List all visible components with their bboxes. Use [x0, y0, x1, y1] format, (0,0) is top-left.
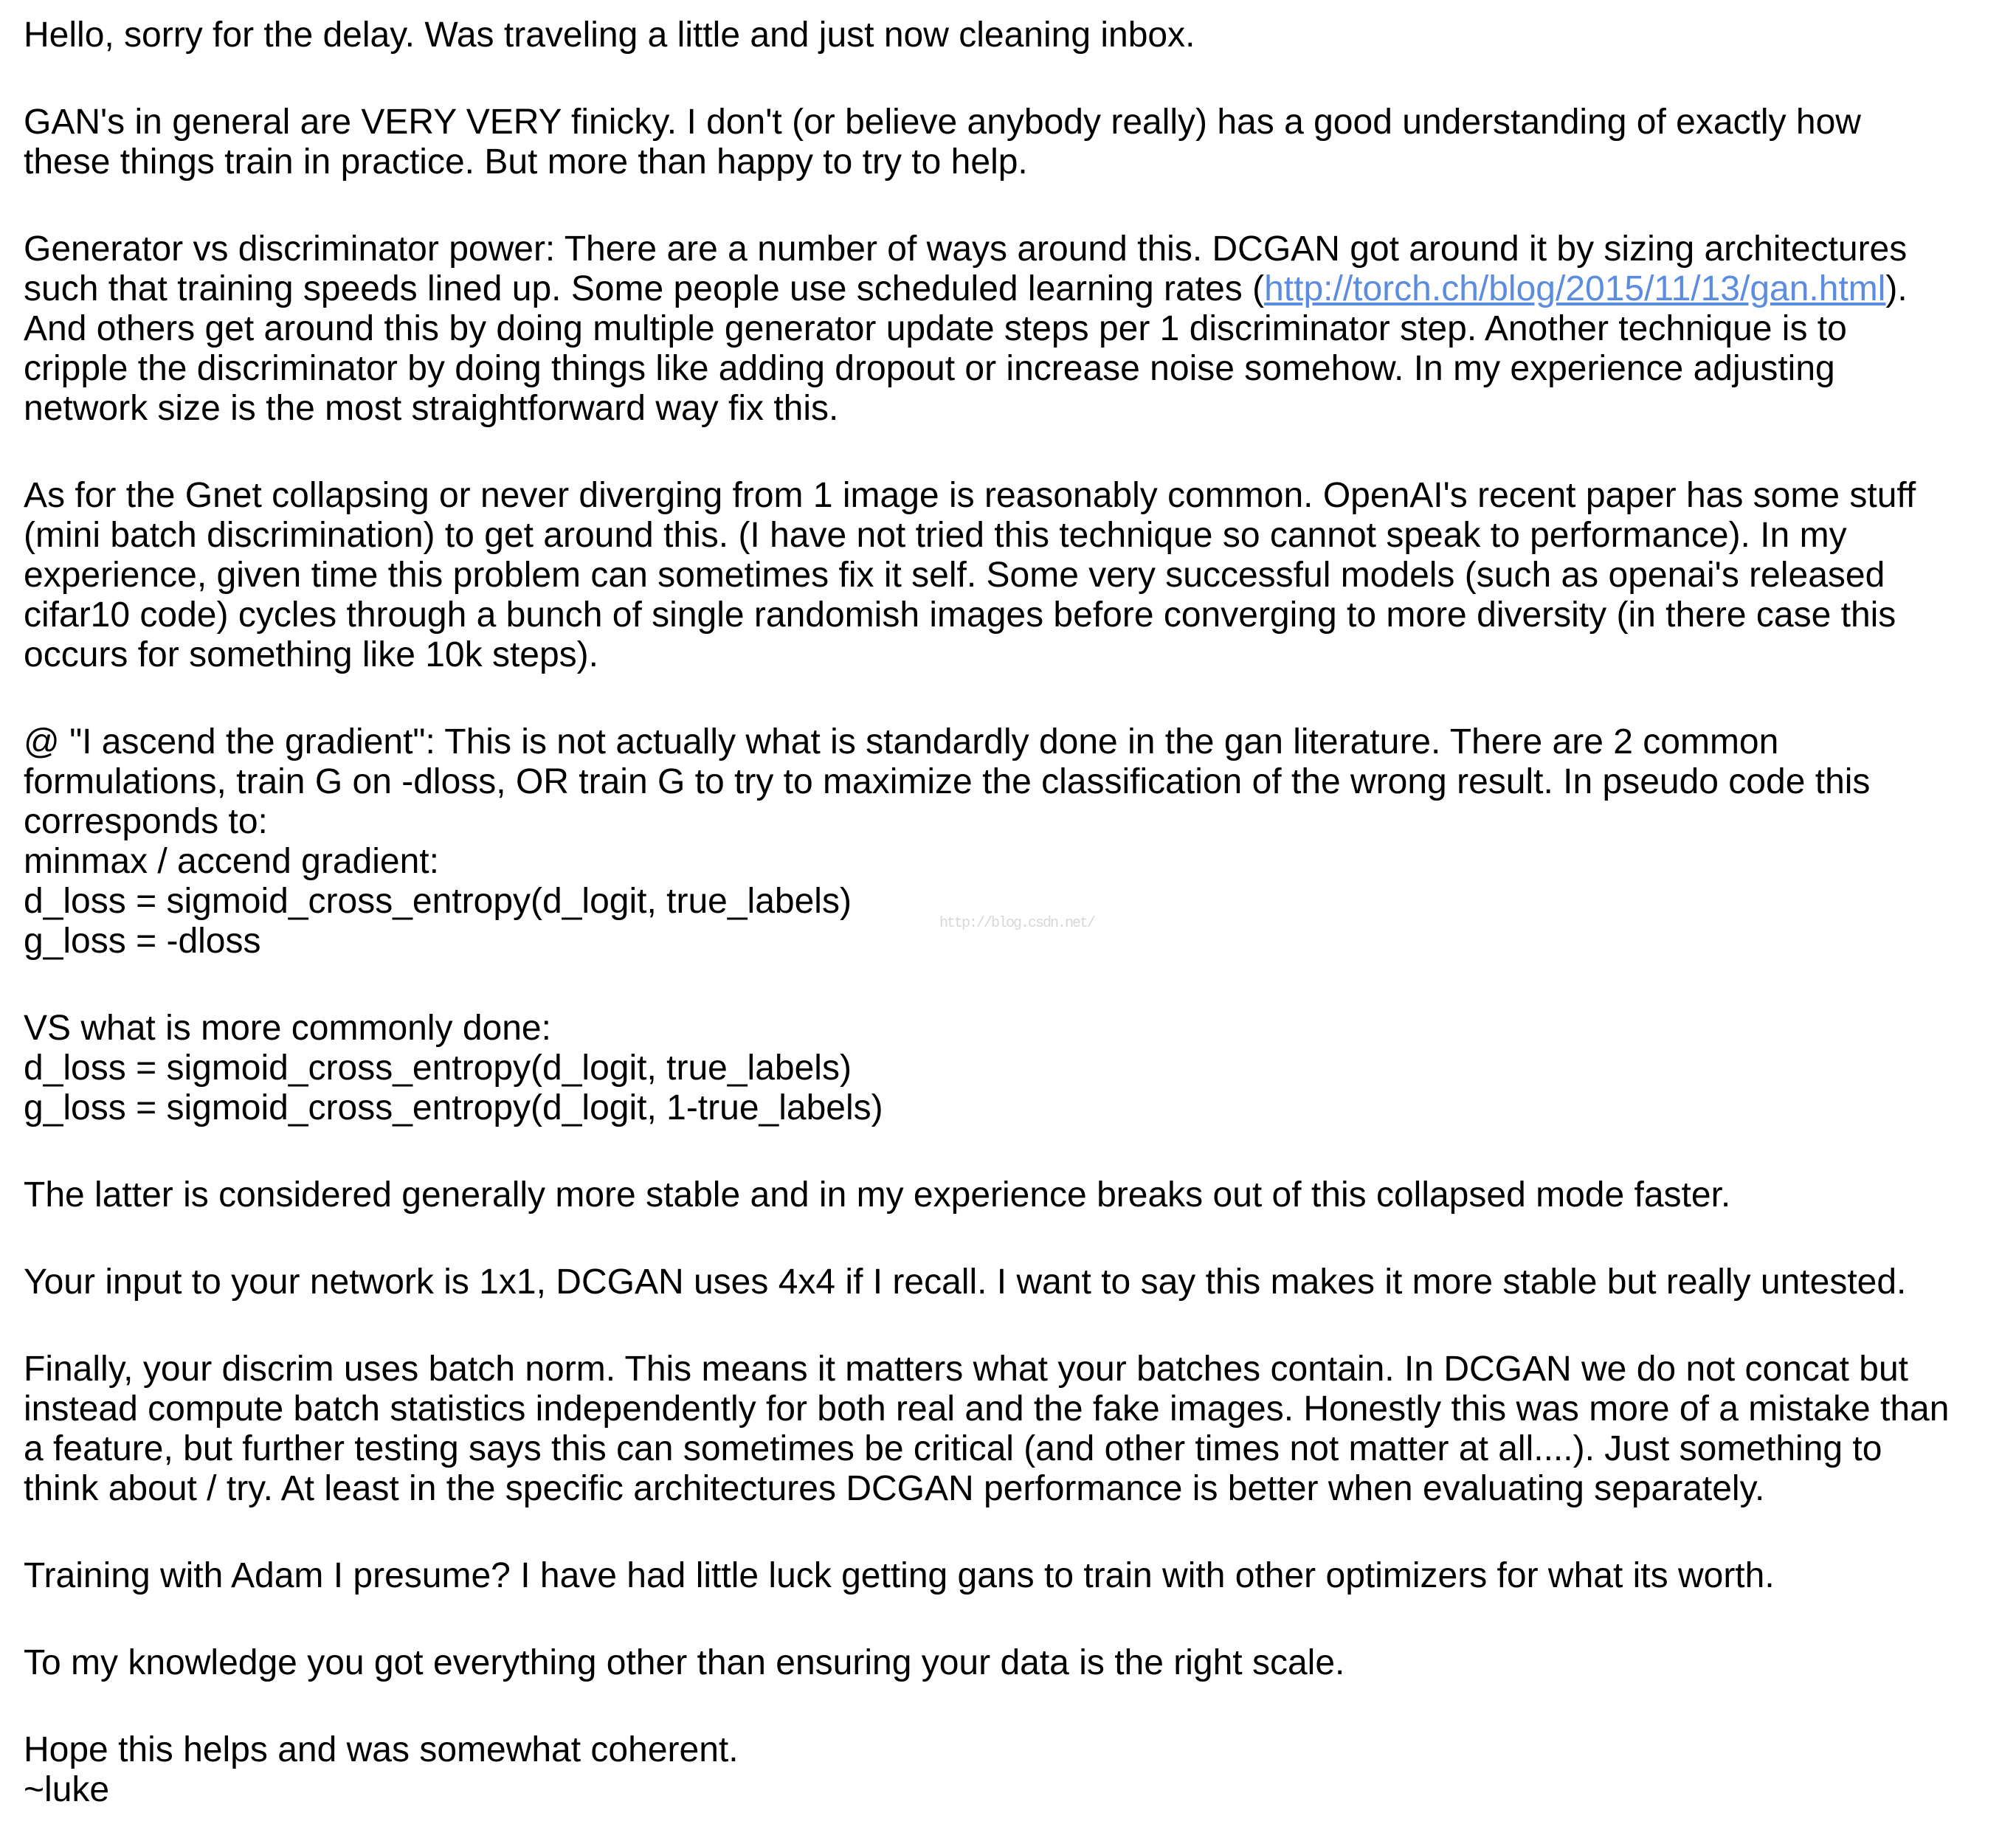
paragraph-latter-more-stable — [24, 1175, 2003, 1215]
paragraph-vs-commonly-done — [24, 1009, 2003, 1128]
text-line — [24, 1389, 2003, 1429]
text-segment: Training with Adam I presume? I have had little luck getting gans to train with other optimizers for what its worth. — [24, 1556, 1775, 1595]
text-line — [24, 1088, 2003, 1128]
text-segment: g_loss = sigmoid_cross_entropy(d_logit, 1-true_labels) — [24, 1088, 883, 1127]
text-segment: Finally, your discrim uses batch norm. This means it matters what your batches contain. In DCGAN we do not concat but — [24, 1350, 1908, 1389]
text-segment: GAN's in general are VERY VERY finicky. I don't (or believe anybody really) has a good understanding of exactly how — [24, 103, 1861, 142]
text-segment: formulations, train G on -dloss, OR train G to try to maximize the classification of the wrong result. In pseudo code this — [24, 762, 1871, 801]
text-line — [24, 1730, 2003, 1770]
text-segment: instead compute batch statistics independently for both real and the fake images. Honestly this was more of a mistake than — [24, 1389, 1950, 1429]
text-segment: such that training speeds lined up. Some people use scheduled learning rates ( — [24, 269, 1265, 308]
text-segment: Your input to your network is 1x1, DCGAN uses 4x4 if I recall. I want to say this makes it more stable but really untested. — [24, 1262, 1907, 1302]
paragraph-gnet-collapsing — [24, 476, 2003, 675]
text-line — [24, 1643, 2003, 1683]
text-line — [24, 229, 2003, 269]
text-segment: Hello, sorry for the delay. Was traveling a little and just now cleaning inbox. — [24, 15, 1195, 55]
paragraph-input-size — [24, 1262, 2003, 1302]
text-segment: @ "I ascend the gradient": This is not actually what is standardly done in the gan literature. There are 2 common — [24, 722, 1779, 761]
text-line — [24, 1049, 2003, 1088]
text-line — [24, 802, 2003, 842]
text-segment: And others get around this by doing multiple generator update steps per 1 discriminator step. Another technique is to — [24, 309, 1847, 348]
text-line — [24, 1262, 2003, 1302]
text-line — [24, 389, 2003, 429]
text-segment: cifar10 code) cycles through a bunch of single randomish images before converging to more diversity (in there case this — [24, 595, 1896, 635]
paragraph-batch-norm — [24, 1350, 2003, 1509]
paragraph-generator-vs-discriminator — [24, 229, 2003, 429]
text-line — [24, 842, 2003, 882]
text-line — [24, 269, 2003, 309]
text-line — [24, 762, 2003, 802]
text-segment: occurs for something like 10k steps). — [24, 635, 598, 674]
text-line — [24, 1009, 2003, 1049]
text-line — [24, 635, 2003, 675]
text-line — [24, 595, 2003, 635]
text-segment: minmax / accend gradient: — [24, 842, 439, 881]
text-segment: d_loss = sigmoid_cross_entropy(d_logit, true_labels) — [24, 1049, 852, 1088]
text-segment: network size is the most straightforward way fix this. — [24, 389, 839, 428]
paragraph-greeting — [24, 15, 2003, 55]
text-line — [24, 1429, 2003, 1469]
text-line — [24, 15, 2003, 55]
text-line — [24, 1556, 2003, 1596]
text-line — [24, 556, 2003, 595]
text-line — [24, 516, 2003, 556]
text-segment: cripple the discriminator by doing things like adding dropout or increase noise somehow. In my experience adjusting — [24, 349, 1835, 388]
text-segment: g_loss = -dloss — [24, 922, 261, 961]
text-segment: a feature, but further testing says this can sometimes be critical (and other times not matter at all....). Just something to — [24, 1429, 1882, 1468]
text-line — [24, 1770, 2003, 1810]
text-segment: As for the Gnet collapsing or never diverging from 1 image is reasonably common. OpenAI's recent paper has some stuff — [24, 476, 1916, 515]
text-segment: these things train in practice. But more than happy to try to help. — [24, 142, 1028, 182]
text-line — [24, 309, 2003, 349]
text-segment: corresponds to: — [24, 802, 268, 841]
text-line — [24, 1350, 2003, 1389]
text-segment: (mini batch discrimination) to get around this. (I have not tried this technique so cannot speak to performance). In my — [24, 516, 1847, 555]
text-line — [24, 349, 2003, 389]
paragraph-data-scale — [24, 1643, 2003, 1683]
paragraph-adam-optimizer — [24, 1556, 2003, 1596]
text-line — [24, 476, 2003, 516]
text-segment: d_loss = sigmoid_cross_entropy(d_logit, true_labels) — [24, 882, 852, 921]
paragraph-signoff — [24, 1730, 2003, 1810]
text-line — [24, 722, 2003, 762]
text-segment: ). — [1885, 269, 1908, 308]
text-line — [24, 142, 2003, 182]
paragraph-gans-finicky — [24, 103, 2003, 182]
torch-blog-hyperlink[interactable]: http://torch.ch/blog/2015/11/13/gan.html — [1264, 269, 1886, 308]
text-segment: VS what is more commonly done: — [24, 1009, 551, 1048]
text-segment: Hope this helps and was somewhat coherent. — [24, 1730, 739, 1769]
text-segment: ~luke — [24, 1770, 110, 1809]
text-line — [24, 103, 2003, 142]
text-segment: The latter is considered generally more stable and in my experience breaks out of this collapsed mode faster. — [24, 1175, 1731, 1215]
text-line — [24, 1175, 2003, 1215]
text-segment: Generator vs discriminator power: There are a number of ways around this. DCGAN got around it by sizing architectures — [24, 229, 1908, 269]
text-line — [24, 1469, 2003, 1509]
text-segment: To my knowledge you got everything other than ensuring your data is the right scale. — [24, 1643, 1345, 1682]
text-segment: think about / try. At least in the specific architectures DCGAN performance is better when evaluating separately. — [24, 1469, 1765, 1508]
csdn-watermark: http://blog.csdn.net/ — [939, 915, 1095, 932]
text-segment: experience, given time this problem can sometimes fix it self. Some very successful models (such as openai's released — [24, 556, 1885, 595]
